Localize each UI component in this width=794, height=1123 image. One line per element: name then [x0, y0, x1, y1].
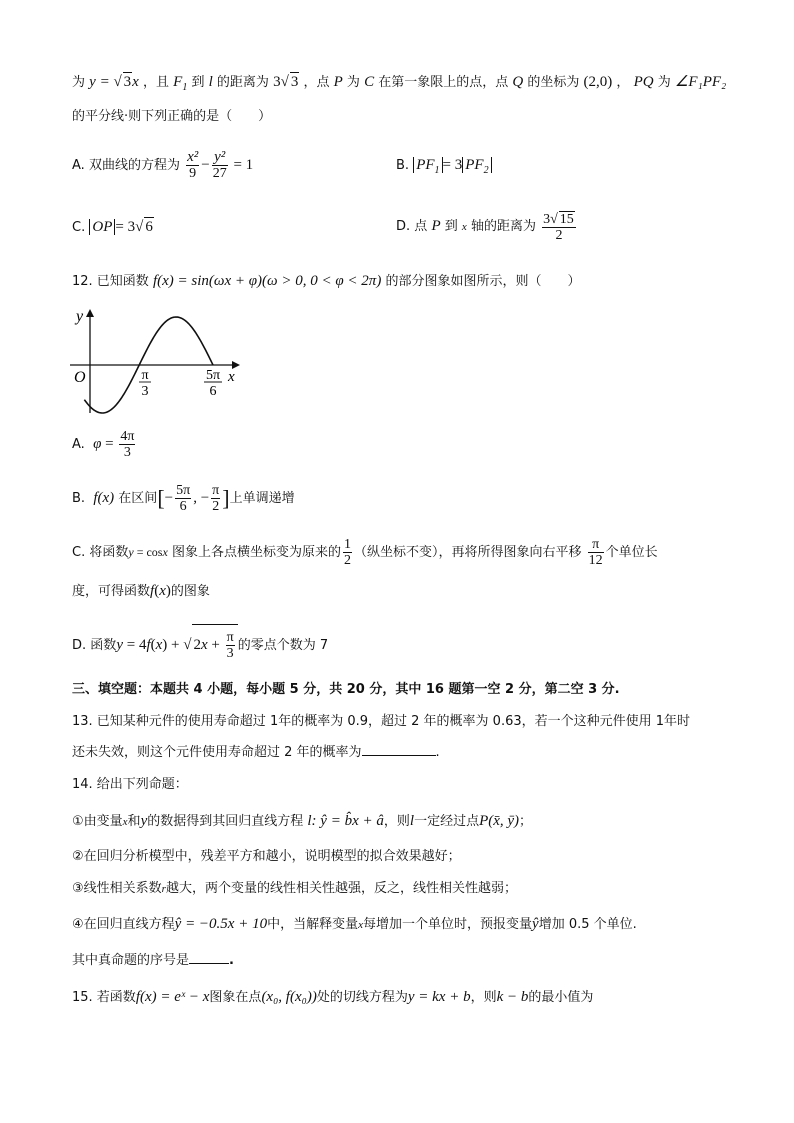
question-text: 处的切线方程为	[316, 990, 408, 1005]
q11-text: 在第一象限上的点，点	[378, 75, 509, 90]
q13-line2	[72, 744, 440, 762]
prop-text: ④在回归直线方程	[72, 917, 175, 932]
option-text: 度，可得函数	[72, 584, 151, 599]
focus-f1: $F_1$	[173, 74, 188, 93]
question-text: .	[229, 953, 234, 968]
frac-3sqrt15-2: $\frac{3√ 15}{2}$	[543, 211, 574, 243]
sine-graph	[68, 305, 248, 415]
q14-stem: 14. 给出下列命题：	[72, 777, 188, 792]
option-text: 的图象	[170, 584, 210, 599]
answer-blank[interactable]	[189, 963, 229, 964]
option-text: 轴的距离为	[470, 219, 536, 234]
k-minus-b: k − b	[496, 989, 529, 1005]
function-equation: f(x) = sin(ωx + φ)(ω > 0, 0 < φ < 2π)	[152, 273, 382, 289]
prop-text: 一定经过点	[414, 814, 480, 829]
option-text: 函数	[90, 638, 117, 653]
q15-stem	[72, 988, 593, 1007]
q11-option-c	[72, 217, 154, 237]
point-q: Q	[512, 74, 524, 90]
q11-option-a: A. 双曲线的方程为 $\frac{\text{x²}}{9}$ − $\frac{\text{y²}}{27}$ = 1	[72, 149, 254, 181]
tick-5pi-over-6-den: 6	[209, 384, 217, 399]
prop-text: ，则	[383, 814, 410, 829]
prop-text: 中，当解释变量	[267, 917, 359, 932]
q11-option-d: D. 点 P 到 x 轴的距离为 $\frac{3√ 15}{2}$	[396, 211, 574, 243]
q11-text: 为	[72, 75, 86, 90]
option-text: 点	[414, 219, 428, 234]
q11-text: 到	[191, 75, 205, 90]
y-axis-label: y	[76, 308, 84, 325]
tick-pi-over-3-num: π	[141, 368, 149, 383]
question-text: 的最小值为	[528, 990, 594, 1005]
option-label: C.	[72, 545, 86, 560]
option-b-equation: $PF_1 = 3$ $PF_2$	[413, 157, 491, 173]
option-label: B.	[72, 491, 86, 506]
option-label: C.	[72, 220, 86, 235]
question-text: 的部分图象如图所示，则（ ）	[385, 274, 581, 289]
q12-option-a: A. φ = $\frac{4\pi}{3}$	[72, 429, 135, 460]
q11-line1	[72, 72, 726, 97]
q12-option-d: D. 函数y = 4f(x) + √ 2x + $\frac{\pi}{3}$ 的零点个数为 7	[72, 624, 328, 666]
prop-text: 和	[127, 814, 141, 829]
frac-x2-9: $\frac{\text{x²}}{9}$	[187, 149, 199, 181]
q12-option-c-line1: C. 将函数y = cosx 图象上各点横坐标变为原来的 $\frac{1}{2}$ （纵坐标不变），再将所得图象向右平移 $\frac{\pi}{12}$ 个单位长	[72, 537, 658, 568]
q14-prop3: ③线性相关系数r越大，两个变量的线性相关性越强，反之，线性相关性越弱；	[72, 881, 517, 896]
tick-pi-over-3-den: 3	[141, 384, 149, 399]
q11-text: ，且	[142, 75, 169, 90]
q-coordinate: (2,0)	[583, 74, 613, 90]
y-axis-arrow	[86, 309, 94, 317]
frac-4pi-3: $\frac{4\pi}{3}$	[120, 429, 135, 460]
option-label: A.	[72, 437, 85, 452]
prop-text: ③线性相关系数	[72, 881, 162, 896]
answer-blank[interactable]	[362, 755, 436, 756]
q11-text: 的距离为	[216, 75, 269, 90]
option-text: 双曲线的方程为	[88, 158, 180, 173]
question-text: ，则	[470, 990, 497, 1005]
prop-text: 每增加一个单位时，预报变量	[363, 917, 533, 932]
option-text: 在区间	[118, 491, 158, 506]
option-text: 的零点个数为 7	[237, 638, 329, 653]
question-text: 其中真命题的序号是	[72, 953, 190, 968]
q11-option-b	[396, 156, 492, 180]
question-text: 图象在点	[209, 990, 262, 1005]
function-equation: f(x) = eˣ − x	[135, 989, 210, 1005]
curve-c: C	[364, 74, 375, 90]
x-axis-label: x	[228, 369, 235, 385]
q14-prop4: ④在回归直线方程ŷ = −0.5x + 10中，当解释变量x每增加一个单位时，预报变量ŷ增加 0.5 个单位.	[72, 916, 637, 932]
prop-text: 越大，两个变量的线性相关性越强，反之，线性相关性越弱；	[165, 881, 517, 896]
tick-5pi-over-6-num: 5π	[205, 368, 221, 383]
tangent-point: (x₀, f(x₀))	[261, 989, 317, 1005]
prop-text: ①由变量	[72, 814, 123, 829]
prop-text: 增加 0.5 个单位.	[538, 917, 637, 932]
x-axis-arrow	[232, 361, 240, 369]
distance-value: 3√ 3	[273, 74, 299, 90]
option-text: 个单位长	[605, 545, 658, 560]
q11-text: ，	[616, 75, 630, 90]
origin-label: O	[74, 369, 86, 386]
segment-pq: PQ	[633, 74, 654, 90]
angle-f1pf2: ∠F₁PF₂	[674, 74, 727, 90]
option-text: （纵坐标不变），再将所得图象向右平移	[353, 545, 582, 560]
q11-line2: 的平分线·则下列正确的是（ ）	[72, 109, 272, 124]
question-text: .	[435, 745, 440, 760]
q14-answer	[72, 952, 234, 970]
regression-equation: l: ŷ = b̂x + â	[307, 813, 384, 829]
option-text: 上单调递增	[229, 491, 295, 506]
option-label: D.	[396, 219, 411, 234]
option-text: 到	[444, 219, 458, 234]
q11-text: 为	[346, 75, 360, 90]
section-3-title: 三、填空题：本题共 4 小题，每小题 5 分，共 20 分，其中 16 题第一空 2 分，第二空 3 分.	[72, 682, 620, 697]
question-number: 15. 若函数	[72, 990, 136, 1005]
option-label: B.	[396, 158, 410, 173]
prop-text: 的数据得到其回归直线方程	[147, 814, 304, 829]
mean-point: P(x̄, ȳ)	[479, 813, 520, 829]
question-number: 12. 已知函数	[72, 274, 149, 289]
option-label: A.	[72, 158, 85, 173]
prop-text: ；	[519, 814, 533, 829]
line-l: l	[208, 74, 213, 90]
q14-prop1: ①由变量x和y的数据得到其回归直线方程 l: ŷ = b̂x + â，则l一定经过点P(x̄, ȳ)；	[72, 813, 533, 829]
option-label: D.	[72, 638, 87, 653]
q12-option-c-line2: 度，可得函数f(x)的图象	[72, 583, 210, 599]
option-text: 图象上各点横坐标变为原来的	[171, 545, 341, 560]
fx: f(x)	[93, 490, 115, 506]
q11-text: 为	[657, 75, 671, 90]
q12-option-b: B. f(x) 在区间[− $\frac{5\pi}{6}$ , − $\frac{\pi}{2}$ ]上单调递增	[72, 483, 295, 514]
q12-stem	[72, 272, 580, 291]
option-c-equation: OP = 3√ 6	[89, 219, 153, 235]
q13-line1: 13. 已知某种元件的使用寿命超过 1年的概率为 0.9，超过 2 年的概率为 0.63，若一个这种元件使用 1年时	[72, 714, 691, 729]
frac-y2-27: $\frac{\text{y²}}{27}$	[212, 149, 227, 181]
question-text: 还未失效，则这个元件使用寿命超过 2 年的概率为	[72, 745, 362, 760]
regression-equation-2: ŷ = −0.5x + 10	[174, 916, 268, 932]
point-p: P	[333, 74, 343, 90]
option-text: 将函数	[89, 545, 129, 560]
asymptote-equation: y = √ 3x	[89, 74, 139, 90]
q11-text: 的坐标为	[527, 75, 580, 90]
q14-prop2: ②在回归分析模型中，残差平方和越小，说明模型的拟合效果越好；	[72, 849, 461, 864]
q11-text: ，点	[303, 75, 330, 90]
tangent-line: y = kx + b	[407, 989, 471, 1005]
